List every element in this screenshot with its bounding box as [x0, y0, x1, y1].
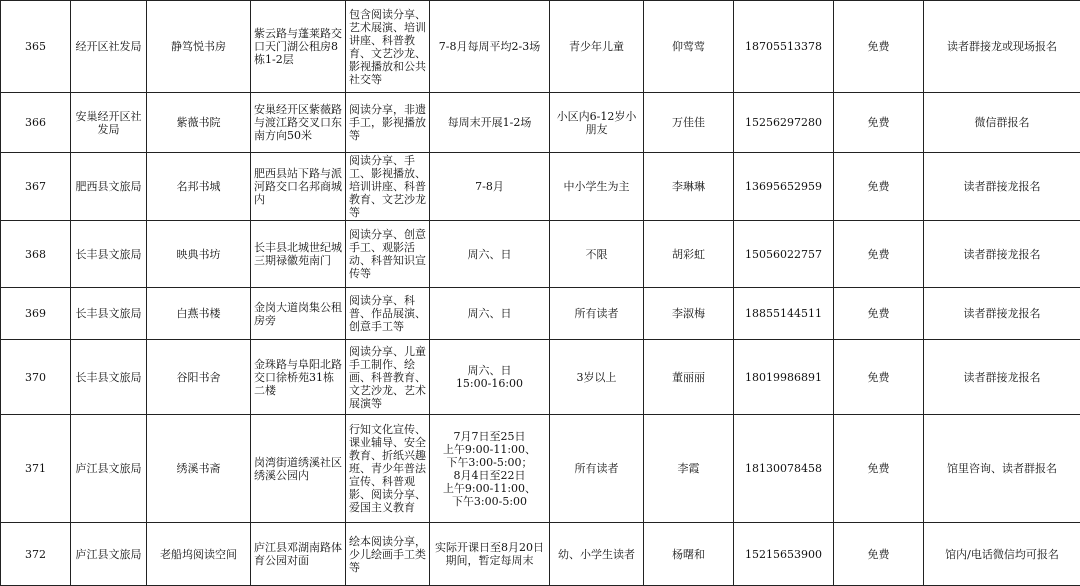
row-number: 369: [1, 288, 71, 340]
signup-method-cell: 读者群接龙或现场报名: [924, 1, 1080, 93]
phone-cell: 13695652959: [734, 153, 834, 221]
fee-cell: 免费: [834, 221, 924, 288]
table-row: [1, 93, 1080, 153]
row-number: 370: [1, 340, 71, 415]
row-number: 365: [1, 1, 71, 93]
fee-cell: 免费: [834, 340, 924, 415]
address-cell: 长丰县北城世纪城三期禄徽苑南门: [251, 221, 346, 288]
fee-cell: 免费: [834, 153, 924, 221]
table-row: [1, 153, 1080, 221]
venue-name-cell: 谷阳书舍: [147, 340, 251, 415]
row-number: 367: [1, 153, 71, 221]
table-row: [1, 340, 1080, 415]
audience-cell: 所有读者: [550, 288, 644, 340]
address-cell: 金珠路与阜阳北路交口徐桥苑31栋二楼: [251, 340, 346, 415]
venue-name-cell: 静笃悦书房: [147, 1, 251, 93]
content-cell: 阅读分享、创意手工、观影活动、科普知识宣传等: [346, 221, 430, 288]
phone-cell: 15056022757: [734, 221, 834, 288]
time-cell: 每周末开展1-2场: [430, 93, 550, 153]
audience-cell: 幼、小学生读者: [550, 523, 644, 586]
organizer-cell: 庐江县文旅局: [71, 523, 147, 586]
fee-cell: 免费: [834, 93, 924, 153]
time-cell: 7-8月: [430, 153, 550, 221]
content-cell: 阅读分享、儿童手工制作、绘画、科普教育、文艺沙龙、艺术展演等: [346, 340, 430, 415]
content-cell: 绘本阅读分享，少儿绘画手工类等: [346, 523, 430, 586]
contact-person-cell: 杨曙和: [644, 523, 734, 586]
audience-cell: 青少年儿童: [550, 1, 644, 93]
table-row: [1, 288, 1080, 340]
address-cell: 岗湾街道绣溪社区绣溪公园内: [251, 415, 346, 523]
venue-name-cell: 名邦书城: [147, 153, 251, 221]
organizer-cell: 安巢经开区社发局: [71, 93, 147, 153]
content-cell: 阅读分享、手工、影视播放、培训讲座、科普教育、文艺沙龙等: [346, 153, 430, 221]
phone-cell: 15256297280: [734, 93, 834, 153]
contact-person-cell: 仰莺莺: [644, 1, 734, 93]
organizer-cell: 长丰县文旅局: [71, 288, 147, 340]
fee-cell: 免费: [834, 1, 924, 93]
address-cell: 金岗大道岗集公租房旁: [251, 288, 346, 340]
contact-person-cell: 李霞: [644, 415, 734, 523]
time-cell: 实际开课日至8月20日期间，暂定每周末: [430, 523, 550, 586]
time-cell: 周六、日 15:00-16:00: [430, 340, 550, 415]
time-cell: 周六、日: [430, 288, 550, 340]
signup-method-cell: 微信群报名: [924, 93, 1080, 153]
signup-method-cell: 读者群接龙报名: [924, 221, 1080, 288]
phone-cell: 18019986891: [734, 340, 834, 415]
address-cell: 安巢经开区紫薇路与渡江路交叉口东南方向50米: [251, 93, 346, 153]
address-cell: 紫云路与蓬莱路交口天门湖公租房8栋1-2层: [251, 1, 346, 93]
organizer-cell: 经开区社发局: [71, 1, 147, 93]
row-number: 368: [1, 221, 71, 288]
organizer-cell: 肥西县文旅局: [71, 153, 147, 221]
contact-person-cell: 李淑梅: [644, 288, 734, 340]
signup-method-cell: 馆里咨询、读者群报名: [924, 415, 1080, 523]
content-cell: 包含阅读分享、艺术展演、培训讲座、科普教育、文艺沙龙、影视播放和公共社交等: [346, 1, 430, 93]
row-number: 371: [1, 415, 71, 523]
phone-cell: 18130078458: [734, 415, 834, 523]
contact-person-cell: 万佳佳: [644, 93, 734, 153]
time-cell: 周六、日: [430, 221, 550, 288]
time-cell: 7-8月每周平均2-3场: [430, 1, 550, 93]
signup-method-cell: 馆内/电话微信均可报名: [924, 523, 1080, 586]
audience-cell: 不限: [550, 221, 644, 288]
venue-name-cell: 紫薇书院: [147, 93, 251, 153]
phone-cell: 18705513378: [734, 1, 834, 93]
time-cell: 7月7日至25日 上午9:00-11:00、 下午3:00-5:00； 8月4日至22日 上午9:00-11:00、 下午3:00-5:00: [430, 415, 550, 523]
fee-cell: 免费: [834, 288, 924, 340]
venue-name-cell: 白燕书楼: [147, 288, 251, 340]
audience-cell: 小区内6-12岁小朋友: [550, 93, 644, 153]
address-cell: 庐江县邓湖南路体育公园对面: [251, 523, 346, 586]
contact-person-cell: 胡彩虹: [644, 221, 734, 288]
content-cell: 阅读分享，非遗手工，影视播放等: [346, 93, 430, 153]
contact-person-cell: 李琳琳: [644, 153, 734, 221]
content-cell: 行知文化宣传、课业辅导、安全教育、折纸兴趣班、青少年普法宣传、科普观影、阅读分享、爱国主义教育: [346, 415, 430, 523]
fee-cell: 免费: [834, 523, 924, 586]
content-cell: 阅读分享、科普、作品展演、创意手工等: [346, 288, 430, 340]
row-number: 366: [1, 93, 71, 153]
fee-cell: 免费: [834, 415, 924, 523]
audience-cell: 所有读者: [550, 415, 644, 523]
table-row: [1, 523, 1080, 586]
contact-person-cell: 董丽丽: [644, 340, 734, 415]
organizer-cell: 长丰县文旅局: [71, 340, 147, 415]
phone-cell: 18855144511: [734, 288, 834, 340]
signup-method-cell: 读者群接龙报名: [924, 288, 1080, 340]
table-row: [1, 1, 1080, 93]
venue-name-cell: 映典书坊: [147, 221, 251, 288]
organizer-cell: 庐江县文旅局: [71, 415, 147, 523]
signup-method-cell: 读者群接龙报名: [924, 153, 1080, 221]
row-number: 372: [1, 523, 71, 586]
audience-cell: 中小学生为主: [550, 153, 644, 221]
address-cell: 肥西县站下路与派河路交口名邦商城内: [251, 153, 346, 221]
table-row: [1, 415, 1080, 523]
organizer-cell: 长丰县文旅局: [71, 221, 147, 288]
venue-name-cell: 老船坞阅读空间: [147, 523, 251, 586]
venue-name-cell: 绣溪书斋: [147, 415, 251, 523]
audience-cell: 3岁以上: [550, 340, 644, 415]
table-row: [1, 221, 1080, 288]
phone-cell: 15215653900: [734, 523, 834, 586]
signup-method-cell: 读者群接龙报名: [924, 340, 1080, 415]
